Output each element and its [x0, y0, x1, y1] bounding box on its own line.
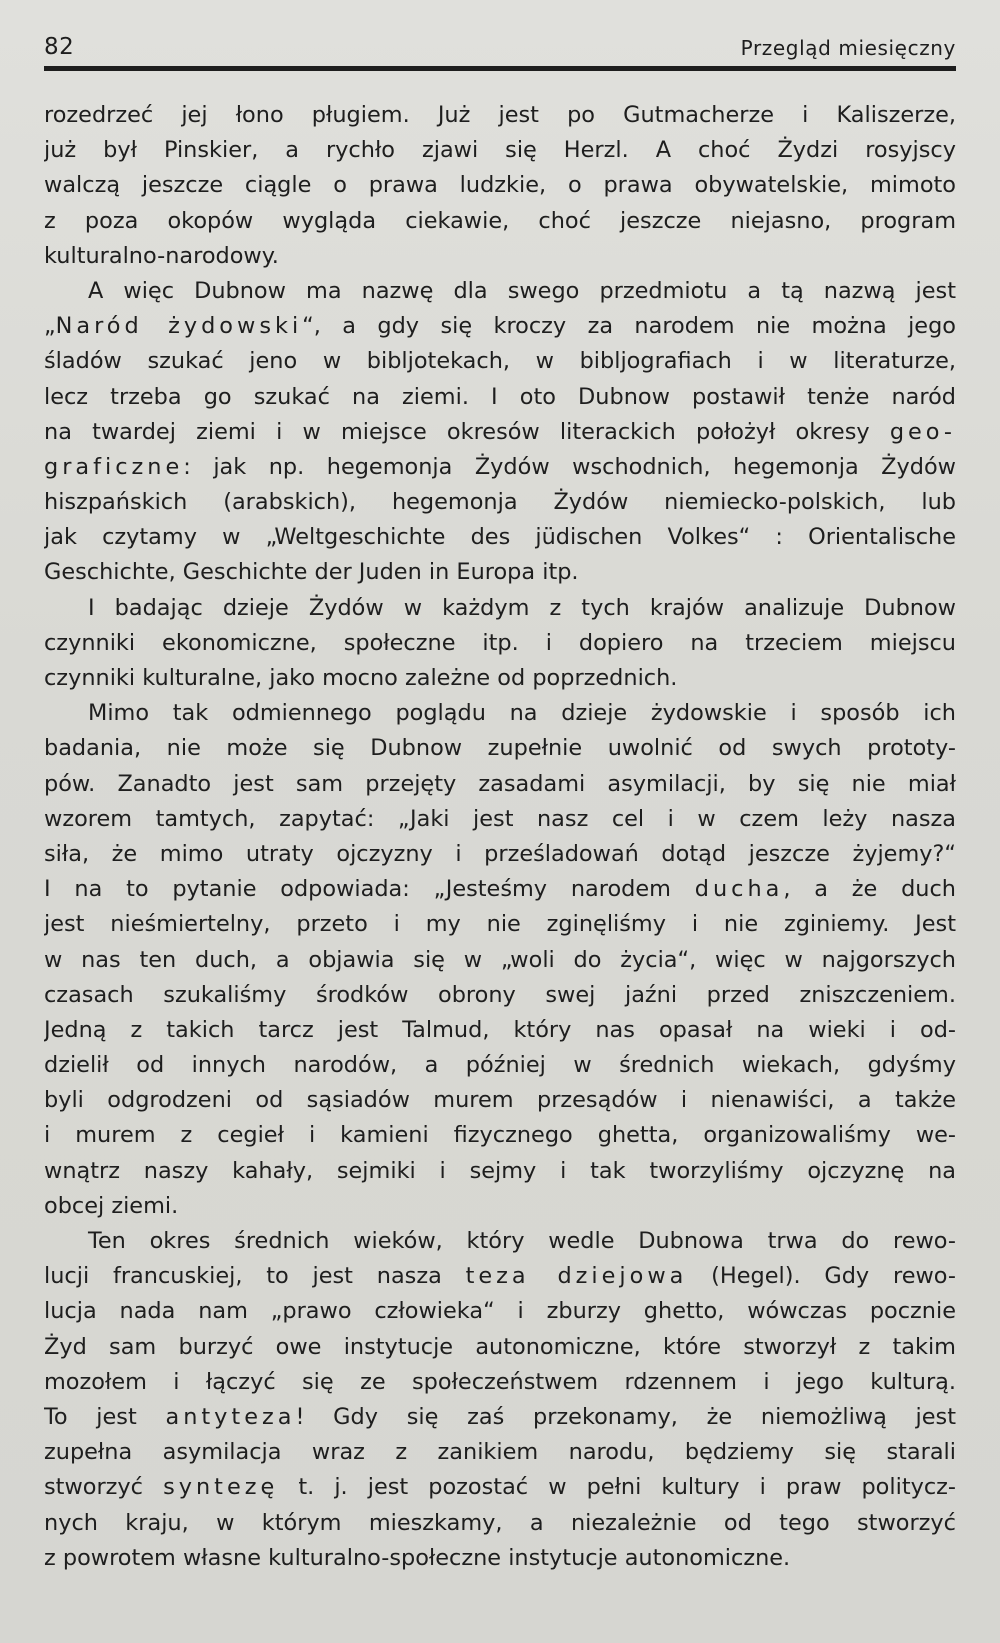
- text-run: Jedną z takich tarcz jest Talmud, który nas opasał na wieki i od-: [44, 1016, 956, 1043]
- text-line: [44, 309, 956, 344]
- text-line: [44, 1048, 956, 1083]
- text-line: [44, 239, 956, 274]
- text-run: jak czytamy w „Weltgeschichte des jüdischen Volkes“ : Orientalische: [44, 524, 956, 551]
- spaced-emphasis: ducha: [694, 876, 784, 903]
- text-run: śladów szukać jeno w bibljotekach, w bibljografiach i w literaturze,: [44, 348, 956, 375]
- text-run: stworzyć: [44, 1474, 164, 1501]
- text-line: [44, 1118, 956, 1153]
- header-rule: [44, 66, 956, 71]
- text-run: Geschichte, Geschichte der Juden in Europa itp.: [44, 559, 579, 586]
- text-run: w nas ten duch, a objawia się w „woli do życia“, więc w najgorszych: [44, 946, 956, 973]
- text-run: hiszpańskich (arabskich), hegemonja Żydów niemiecko-polskich, lub: [44, 489, 956, 516]
- text-line: [44, 837, 956, 872]
- text-run: I badając dzieje Żydów w każdym z tych krajów analizuje Dubnow: [88, 594, 956, 621]
- text-line: [44, 1294, 956, 1329]
- text-line: [44, 626, 956, 661]
- text-line: [44, 943, 956, 978]
- text-line: [44, 555, 956, 590]
- text-line: [44, 485, 956, 520]
- text-run: jest nieśmiertelny, przeto i my nie zginęliśmy i nie zginiemy. Jest: [44, 911, 956, 938]
- text-run: t. j. jest pozostać w pełni kultury i praw politycz-: [278, 1474, 956, 1501]
- text-line: [44, 98, 956, 133]
- text-run: lucji francuskiej, to jest nasza: [44, 1263, 466, 1290]
- text-line: [44, 802, 956, 837]
- text-run: : jak np. hegemonja Żydów wschodnich, hegemonja Żydów: [183, 453, 956, 480]
- text-run: , a że duch: [783, 876, 956, 903]
- text-run: dzielił od innych narodów, a później w średnich wiekach, gdyśmy: [44, 1052, 956, 1079]
- text-run: kulturalno-narodowy.: [44, 242, 279, 269]
- text-run: zupełna asymilacja wraz z zanikiem narodu, będziemy się starali: [44, 1439, 956, 1466]
- text-line: [44, 520, 956, 555]
- text-line: [44, 591, 956, 626]
- spaced-emphasis: Naród żydowski: [55, 313, 303, 340]
- text-run: czynniki ekonomiczne, społeczne itp. i dopiero na trzeciem miejscu: [44, 629, 956, 656]
- text-line: [44, 1506, 956, 1541]
- text-run: z powrotem własne kulturalno-społeczne instytucje autonomiczne.: [44, 1544, 791, 1571]
- text-run: wzorem tamtych, zapytać: „Jaki jest nasz cel i w czem leży nasza: [44, 805, 956, 832]
- text-line: [44, 661, 956, 696]
- text-line: [44, 380, 956, 415]
- text-line: [44, 872, 956, 907]
- text-run: ! Gdy się zaś przekonamy, że niemożliwą jest: [295, 1403, 956, 1430]
- text-run: badania, nie może się Dubnow zupełnie uwolnić od swych prototy-: [44, 735, 956, 762]
- running-head: Przegląd miesięczny: [740, 36, 956, 60]
- text-line: [44, 1365, 956, 1400]
- spaced-emphasis: geo-: [889, 418, 956, 445]
- text-run: A więc Dubnow ma nazwę dla swego przedmiotu a tą nazwą jest: [88, 277, 956, 304]
- text-run: Mimo tak odmiennego poglądu na dzieje żydowskie i sposób ich: [88, 700, 956, 727]
- page-header: [44, 30, 956, 66]
- text-run: (Hegel). Gdy rewo-: [687, 1263, 956, 1290]
- text-line: [44, 204, 956, 239]
- text-run: i murem z cegieł i kamieni fizycznego ghetta, organizowaliśmy we-: [44, 1122, 956, 1149]
- text-line: [44, 767, 956, 802]
- text-line: [44, 1013, 956, 1048]
- text-line: [44, 1400, 956, 1435]
- text-line: [44, 1435, 956, 1470]
- text-run: mozołem i łączyć się ze społeczeństwem rdzennem i jego kulturą.: [44, 1368, 956, 1395]
- spaced-emphasis: syntezę: [163, 1474, 279, 1501]
- text-line: [44, 344, 956, 379]
- text-run: Żyd sam burzyć owe instytucje autonomiczne, które stworzył z takim: [44, 1333, 956, 1360]
- text-run: Ten okres średnich wieków, który wedle Dubnowa trwa do rewo-: [88, 1228, 956, 1254]
- spaced-emphasis: antyteza: [165, 1403, 296, 1430]
- text-run: obcej ziemi.: [44, 1192, 179, 1219]
- text-line: [44, 415, 956, 450]
- text-line: [44, 133, 956, 168]
- text-run: lucja nada nam „prawo człowieka“ i zburzy ghetto, wówczas pocznie: [44, 1298, 956, 1325]
- text-run: siła, że mimo utraty ojczyzny i prześladowań dotąd jeszcze żyjemy?“: [44, 840, 956, 867]
- text-line: [44, 1541, 956, 1576]
- spaced-emphasis: graficzne: [44, 453, 184, 480]
- text-run: byli odgrodzeni od sąsiadów murem przesądów i nienawiści, a także: [44, 1087, 956, 1114]
- text-run: na twardej ziemi i w miejsce okresów literackich położył okresy: [44, 418, 890, 445]
- text-run: wnątrz naszy kahały, sejmiki i sejmy i tak tworzyliśmy ojczyznę na: [44, 1157, 956, 1184]
- text-line: [44, 1083, 956, 1118]
- text-run: pów. Zanadto jest sam przejęty zasadami asymilacji, by się nie miał: [44, 770, 956, 797]
- text-line: [44, 696, 956, 731]
- body-text: [44, 98, 956, 1576]
- text-run: lecz trzeba go szukać na ziemi. I oto Dubnow postawił tenże naród: [44, 383, 956, 410]
- text-run: rozedrzeć jej łono pługiem. Już jest po Gutmacherze i Kaliszerze,: [44, 102, 956, 128]
- text-run: czasach szukaliśmy środków obrony swej jaźni przed zniszczeniem.: [44, 981, 956, 1008]
- text-run: To jest: [44, 1403, 166, 1430]
- text-run: walczą jeszcze ciągle o prawa ludzkie, o prawa obywatelskie, mimoto: [44, 172, 956, 199]
- text-run: z poza okopów wygląda ciekawie, choć jeszcze niejasno, program: [44, 207, 956, 234]
- text-run: “, a gdy się kroczy za narodem nie można jego: [302, 313, 956, 340]
- text-line: [44, 1224, 956, 1259]
- text-line: [44, 1330, 956, 1365]
- text-line: [44, 1259, 956, 1294]
- text-line: [44, 1189, 956, 1224]
- spaced-emphasis: teza dziejowa: [465, 1263, 688, 1290]
- text-line: [44, 1470, 956, 1505]
- text-line: [44, 168, 956, 203]
- page-number: 82: [44, 34, 75, 60]
- text-run: już był Pinskier, a rychło zjawi się Herzl. A choć Żydzi rosyjscy: [44, 137, 956, 164]
- text-line: [44, 274, 956, 309]
- text-run: „: [44, 313, 56, 340]
- text-run: nych kraju, w którym mieszkamy, a niezależnie od tego stworzyć: [44, 1509, 956, 1536]
- text-run: I na to pytanie odpowiada: „Jesteśmy narodem: [44, 876, 695, 903]
- text-run: czynniki kulturalne, jako mocno zależne od poprzednich.: [44, 665, 678, 691]
- text-line: [44, 907, 956, 942]
- text-line: [44, 978, 956, 1013]
- text-line: [44, 450, 956, 485]
- text-line: [44, 731, 956, 766]
- text-line: [44, 1154, 956, 1189]
